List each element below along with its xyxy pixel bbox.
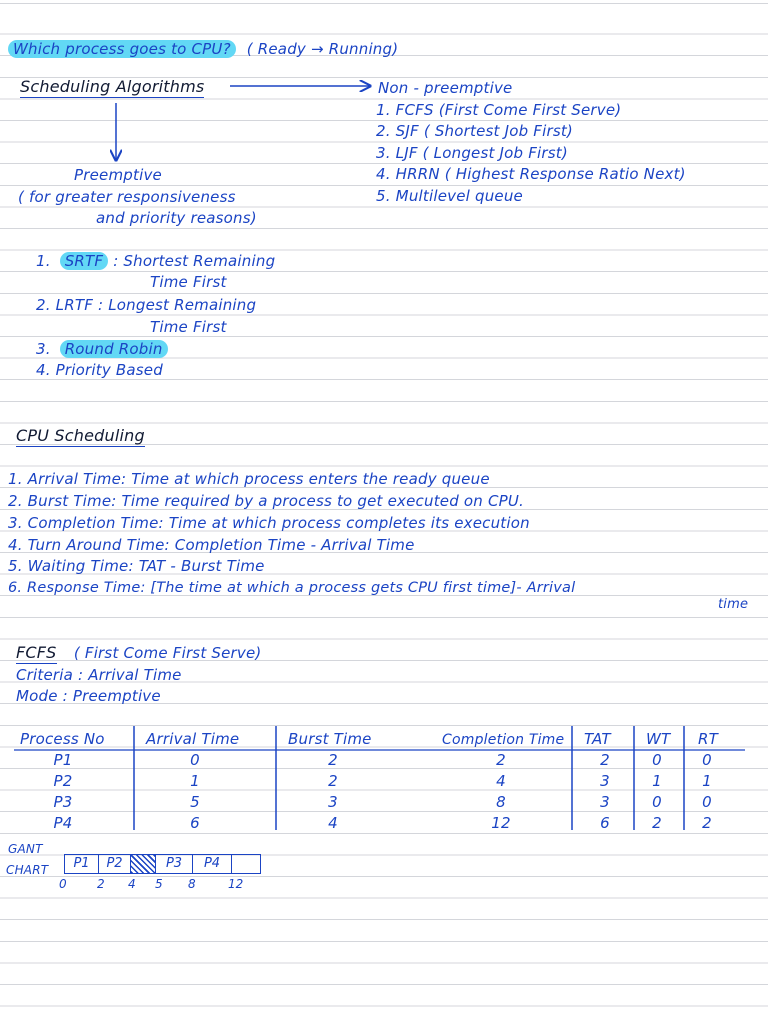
cell-process: P3: [53, 793, 73, 811]
preemptive-reason-2: and priority reasons): [96, 209, 257, 227]
cell-process: P2: [53, 772, 73, 790]
gantt-tick: 5: [155, 877, 163, 891]
srtf-highlight: SRTF: [60, 252, 109, 270]
cell-rt: 0: [702, 751, 712, 769]
np-item-2: 2. SJF ( Shortest Job First): [376, 122, 573, 140]
cell-arrival: 1: [190, 772, 200, 790]
lrtf-line: 2. LRTF : Longest Remaining: [36, 296, 257, 314]
srtf-desc-2: Time First: [150, 273, 227, 291]
gantt-tick: 12: [228, 877, 244, 891]
gantt-tick: 0: [59, 877, 67, 891]
cpu-def-1: 1. Arrival Time: Time at which process enters the ready queue: [8, 470, 490, 488]
fcfs-title: FCFS: [16, 643, 57, 662]
cell-wt: 2: [652, 814, 662, 832]
cell-burst: 2: [328, 751, 338, 769]
non-preemptive-title: Non - preemptive: [378, 79, 513, 97]
gantt-cell-p3: P3: [156, 854, 193, 874]
gantt-cell-empty: [232, 854, 261, 874]
cell-rt: 0: [702, 793, 712, 811]
np-item-5: 5. Multilevel queue: [376, 187, 523, 205]
gantt-cell-p1: P1: [64, 854, 99, 874]
cell-tat: 2: [600, 751, 610, 769]
algorithms-title: Scheduling Algorithms: [20, 77, 205, 96]
gantt-cell-p2: P2: [99, 854, 131, 874]
fcfs-subtitle: ( First Come First Serve): [73, 644, 262, 662]
gantt-cell-p4: P4: [193, 854, 232, 874]
cell-tat: 3: [600, 772, 610, 790]
cpu-def-4: 4. Turn Around Time: Completion Time - Arrival Time: [8, 536, 415, 554]
cpu-def-3: 3. Completion Time: Time at which process completes its execution: [8, 514, 530, 532]
rr-number: 3.: [36, 340, 51, 358]
state-note: ( Ready → Running): [246, 40, 399, 58]
lrtf-line-2: Time First: [150, 318, 227, 336]
th-tat: TAT: [584, 730, 611, 748]
cell-completion: 12: [491, 814, 511, 832]
fcfs-mode: Mode : Preemptive: [16, 687, 161, 705]
gantt-cell-idle: [131, 854, 156, 874]
gantt-tick: 8: [188, 877, 196, 891]
cell-wt: 1: [652, 772, 662, 790]
preemptive-title: Preemptive: [74, 166, 162, 184]
cpu-def-2: 2. Burst Time: Time required by a process to get executed on CPU.: [8, 492, 525, 510]
cpu-scheduling-title: CPU Scheduling: [16, 426, 145, 445]
cell-burst: 2: [328, 772, 338, 790]
np-item-4: 4. HRRN ( Highest Response Ratio Next): [376, 165, 686, 183]
cell-completion: 8: [496, 793, 506, 811]
priority-item: 4. Priority Based: [36, 361, 163, 379]
cpu-def-5: 5. Waiting Time: TAT - Burst Time: [8, 557, 265, 575]
gantt-label-2: CHART: [6, 863, 49, 877]
cell-arrival: 6: [190, 814, 200, 832]
srtf-desc: : Shortest Remaining: [113, 252, 276, 270]
cell-tat: 3: [600, 793, 610, 811]
cell-tat: 6: [600, 814, 610, 832]
cpu-def-6: 6. Response Time: [The time at which a process gets CPU first time]- Arrival: [8, 580, 576, 596]
cell-wt: 0: [652, 751, 662, 769]
cell-burst: 4: [328, 814, 338, 832]
cell-burst: 3: [328, 793, 338, 811]
preemptive-reason-1: ( for greater responsiveness: [18, 188, 236, 206]
cell-process: P4: [53, 814, 73, 832]
cell-arrival: 0: [190, 751, 200, 769]
cell-wt: 0: [652, 793, 662, 811]
cell-rt: 1: [702, 772, 712, 790]
cell-process: P1: [53, 751, 73, 769]
np-item-3: 3. LJF ( Longest Job First): [376, 144, 568, 162]
cell-arrival: 5: [190, 793, 200, 811]
np-item-1: 1. FCFS (First Come First Serve): [376, 101, 622, 119]
cell-completion: 4: [496, 772, 506, 790]
th-rt: RT: [698, 730, 718, 748]
gantt-tick: 4: [128, 877, 136, 891]
question-highlight: Which process goes to CPU?: [8, 40, 236, 58]
cpu-def-6-wrap: time: [718, 597, 749, 612]
th-wt: WT: [646, 730, 671, 748]
cell-completion: 2: [496, 751, 506, 769]
th-arrival: Arrival Time: [146, 730, 240, 748]
gantt-tick: 2: [97, 877, 105, 891]
th-completion: Completion Time: [442, 732, 565, 748]
srtf-number: 1.: [36, 252, 51, 270]
fcfs-criteria: Criteria : Arrival Time: [16, 666, 182, 684]
cell-rt: 2: [702, 814, 712, 832]
th-process: Process No: [20, 730, 105, 748]
round-robin-highlight: Round Robin: [60, 340, 168, 358]
th-burst: Burst Time: [288, 730, 372, 748]
gantt-label-1: GANT: [8, 842, 43, 856]
